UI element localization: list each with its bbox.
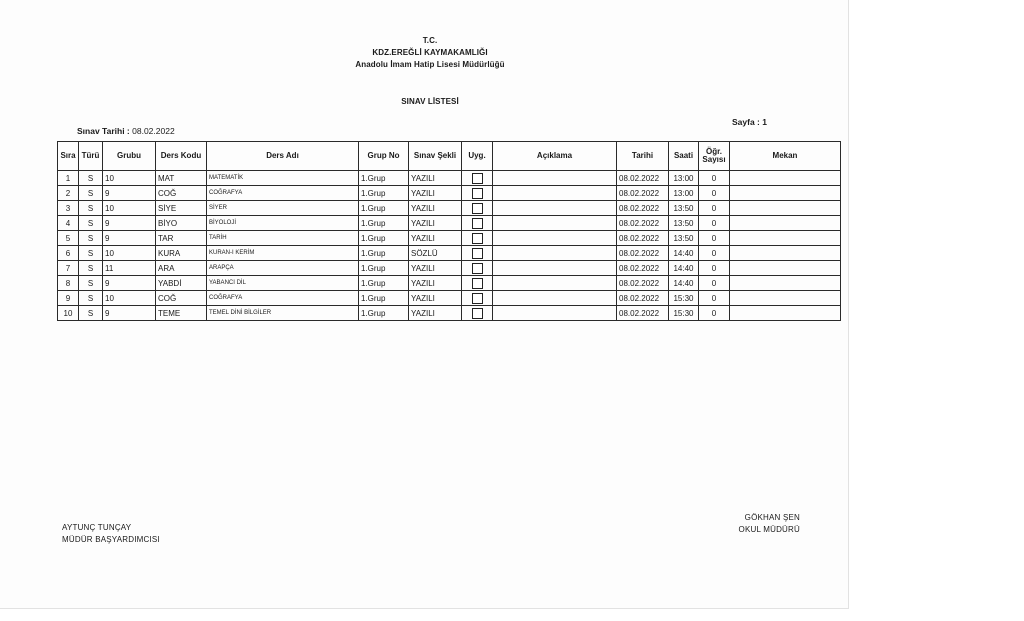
- cell-ogr-sayisi: 0: [699, 216, 730, 231]
- cell-tarihi: 08.02.2022: [617, 291, 669, 306]
- cell-ogr-sayisi: 0: [699, 186, 730, 201]
- cell-uyg: [462, 261, 493, 276]
- cell-tarihi: 08.02.2022: [617, 186, 669, 201]
- cell-sinav-sekli: YAZILI: [409, 216, 462, 231]
- uyg-checkbox[interactable]: [472, 278, 483, 289]
- cell-grup-no: 1.Grup: [359, 186, 409, 201]
- header-kaymakamlik: KDZ.EREĞLİ KAYMAKAMLIĞI: [372, 48, 488, 57]
- cell-mekan: [730, 201, 841, 216]
- cell-sinav-sekli: YAZILI: [409, 201, 462, 216]
- cell-grubu: 10: [103, 291, 156, 306]
- table-row: [58, 246, 841, 261]
- cell-sira: 1: [58, 171, 79, 186]
- cell-turu: S: [79, 231, 103, 246]
- cell-ogr-sayisi: 0: [699, 291, 730, 306]
- cell-ders-kodu: TEME: [156, 306, 207, 321]
- cell-aciklama: [493, 261, 617, 276]
- cell-ders-adi: KURAN-I KERİM: [207, 246, 359, 261]
- cell-tarihi: 08.02.2022: [617, 306, 669, 321]
- cell-grubu: 10: [103, 201, 156, 216]
- cell-turu: S: [79, 171, 103, 186]
- col-grup-no: Grup No: [359, 142, 409, 171]
- cell-aciklama: [493, 186, 617, 201]
- cell-ders-kodu: MAT: [156, 171, 207, 186]
- header-tc: T.C.: [422, 36, 438, 45]
- cell-saati: 13:00: [669, 171, 699, 186]
- signature-left-name: AYTUNÇ TUNÇAY: [62, 523, 132, 532]
- cell-tarihi: 08.02.2022: [617, 276, 669, 291]
- cell-tarihi: 08.02.2022: [617, 246, 669, 261]
- cell-ogr-sayisi: 0: [699, 306, 730, 321]
- uyg-checkbox[interactable]: [472, 203, 483, 214]
- cell-uyg: [462, 171, 493, 186]
- uyg-checkbox[interactable]: [472, 293, 483, 304]
- cell-sira: 9: [58, 291, 79, 306]
- cell-mekan: [730, 171, 841, 186]
- cell-sinav-sekli: YAZILI: [409, 171, 462, 186]
- cell-uyg: [462, 216, 493, 231]
- cell-grup-no: 1.Grup: [359, 306, 409, 321]
- uyg-checkbox[interactable]: [472, 218, 483, 229]
- cell-mekan: [730, 276, 841, 291]
- cell-grup-no: 1.Grup: [359, 201, 409, 216]
- signature-right: [730, 512, 800, 536]
- cell-ogr-sayisi: 0: [699, 201, 730, 216]
- cell-grup-no: 1.Grup: [359, 261, 409, 276]
- cell-aciklama: [493, 306, 617, 321]
- cell-tarihi: 08.02.2022: [617, 261, 669, 276]
- cell-tarihi: 08.02.2022: [617, 216, 669, 231]
- table-row: [58, 276, 841, 291]
- cell-mekan: [730, 216, 841, 231]
- cell-saati: 14:40: [669, 246, 699, 261]
- page-number-label: Sayfa :: [732, 117, 760, 127]
- cell-turu: S: [79, 291, 103, 306]
- cell-sinav-sekli: YAZILI: [409, 291, 462, 306]
- cell-mekan: [730, 246, 841, 261]
- cell-grubu: 9: [103, 231, 156, 246]
- cell-mekan: [730, 306, 841, 321]
- header-school: Anadolu İmam Hatip Lisesi Müdürlüğü: [355, 60, 505, 69]
- cell-aciklama: [493, 231, 617, 246]
- cell-grubu: 9: [103, 216, 156, 231]
- cell-ders-kodu: KURA: [156, 246, 207, 261]
- col-ders-kodu: Ders Kodu: [156, 142, 207, 171]
- signature-right-name: GÖKHAN ŞEN: [744, 513, 800, 522]
- cell-ders-adi: TEMEL DİNİ BİLGİLER: [207, 306, 359, 321]
- cell-ogr-sayisi: 0: [699, 171, 730, 186]
- col-sira: Sıra: [58, 142, 79, 171]
- cell-sira: 6: [58, 246, 79, 261]
- table-row: [58, 186, 841, 201]
- cell-turu: S: [79, 261, 103, 276]
- cell-uyg: [462, 201, 493, 216]
- cell-aciklama: [493, 216, 617, 231]
- cell-grup-no: 1.Grup: [359, 291, 409, 306]
- page-number: [732, 117, 767, 127]
- table-row: [58, 171, 841, 186]
- cell-sinav-sekli: YAZILI: [409, 306, 462, 321]
- cell-grubu: 9: [103, 306, 156, 321]
- uyg-checkbox[interactable]: [472, 173, 483, 184]
- table-header-row: [58, 142, 841, 171]
- cell-grubu: 9: [103, 276, 156, 291]
- cell-uyg: [462, 291, 493, 306]
- cell-uyg: [462, 276, 493, 291]
- cell-uyg: [462, 186, 493, 201]
- cell-turu: S: [79, 306, 103, 321]
- col-grubu: Grubu: [103, 142, 156, 171]
- cell-mekan: [730, 231, 841, 246]
- page-number-value: 1: [762, 117, 767, 127]
- cell-tarihi: 08.02.2022: [617, 201, 669, 216]
- col-uyg: Uyg.: [462, 142, 493, 171]
- col-ders-adi: Ders Adı: [207, 142, 359, 171]
- page-title: SINAV LİSTESİ: [401, 97, 459, 106]
- cell-ders-adi: ARAPÇA: [207, 261, 359, 276]
- cell-aciklama: [493, 201, 617, 216]
- uyg-checkbox[interactable]: [472, 188, 483, 199]
- cell-sira: 10: [58, 306, 79, 321]
- cell-grup-no: 1.Grup: [359, 171, 409, 186]
- cell-turu: S: [79, 246, 103, 261]
- col-ogr-line1: Öğr.: [705, 147, 722, 156]
- col-saati: Saati: [669, 142, 699, 171]
- cell-ogr-sayisi: 0: [699, 246, 730, 261]
- cell-ders-adi: COĞRAFYA: [207, 186, 359, 201]
- cell-ders-kodu: SİYE: [156, 201, 207, 216]
- cell-saati: 13:50: [669, 231, 699, 246]
- uyg-checkbox[interactable]: [472, 263, 483, 274]
- table-row: [58, 201, 841, 216]
- cell-ogr-sayisi: 0: [699, 231, 730, 246]
- cell-ders-adi: MATEMATİK: [207, 171, 359, 186]
- cell-ogr-sayisi: 0: [699, 276, 730, 291]
- cell-sira: 4: [58, 216, 79, 231]
- cell-sira: 7: [58, 261, 79, 276]
- cell-uyg: [462, 306, 493, 321]
- exam-table: [57, 141, 841, 321]
- cell-sinav-sekli: YAZILI: [409, 231, 462, 246]
- signature-left: [62, 522, 160, 546]
- cell-saati: 14:40: [669, 276, 699, 291]
- exam-date: [77, 126, 175, 136]
- col-ogr-sayisi: [699, 142, 730, 171]
- cell-saati: 14:40: [669, 261, 699, 276]
- cell-grup-no: 1.Grup: [359, 231, 409, 246]
- cell-ders-adi: YABANCI DİL: [207, 276, 359, 291]
- cell-aciklama: [493, 246, 617, 261]
- exam-date-label: Sınav Tarihi :: [77, 126, 130, 136]
- cell-grubu: 10: [103, 171, 156, 186]
- cell-turu: S: [79, 201, 103, 216]
- cell-ders-adi: SİYER: [207, 201, 359, 216]
- cell-mekan: [730, 186, 841, 201]
- cell-saati: 13:00: [669, 186, 699, 201]
- col-tarihi: Tarihi: [617, 142, 669, 171]
- table-row: [58, 231, 841, 246]
- cell-sira: 3: [58, 201, 79, 216]
- cell-sira: 8: [58, 276, 79, 291]
- cell-sinav-sekli: YAZILI: [409, 186, 462, 201]
- cell-sinav-sekli: YAZILI: [409, 276, 462, 291]
- uyg-checkbox[interactable]: [472, 233, 483, 244]
- cell-saati: 13:50: [669, 201, 699, 216]
- exam-date-value: 08.02.2022: [132, 126, 175, 136]
- uyg-checkbox[interactable]: [472, 308, 483, 319]
- cell-ders-kodu: BİYO: [156, 216, 207, 231]
- cell-aciklama: [493, 291, 617, 306]
- cell-tarihi: 08.02.2022: [617, 171, 669, 186]
- cell-mekan: [730, 261, 841, 276]
- cell-uyg: [462, 246, 493, 261]
- cell-ders-kodu: YABDİ: [156, 276, 207, 291]
- cell-sira: 5: [58, 231, 79, 246]
- cell-grup-no: 1.Grup: [359, 216, 409, 231]
- cell-ders-adi: COĞRAFYA: [207, 291, 359, 306]
- cell-grubu: 11: [103, 261, 156, 276]
- cell-ders-kodu: ARA: [156, 261, 207, 276]
- table-row: [58, 261, 841, 276]
- cell-sira: 2: [58, 186, 79, 201]
- cell-ders-kodu: COĞ: [156, 186, 207, 201]
- col-sinav-sekli: Sınav Şekli: [409, 142, 462, 171]
- table-row: [58, 291, 841, 306]
- cell-tarihi: 08.02.2022: [617, 231, 669, 246]
- cell-turu: S: [79, 186, 103, 201]
- cell-ders-adi: TARİH: [207, 231, 359, 246]
- col-ogr-line2: Sayısı: [702, 155, 726, 164]
- cell-saati: 15:30: [669, 306, 699, 321]
- cell-aciklama: [493, 276, 617, 291]
- cell-ogr-sayisi: 0: [699, 261, 730, 276]
- table-body: [58, 171, 841, 321]
- cell-grubu: 10: [103, 246, 156, 261]
- table-row: [58, 306, 841, 321]
- cell-grubu: 9: [103, 186, 156, 201]
- cell-ders-adi: BİYOLOJİ: [207, 216, 359, 231]
- cell-turu: S: [79, 276, 103, 291]
- cell-sinav-sekli: SÖZLÜ: [409, 246, 462, 261]
- col-mekan: Mekan: [730, 142, 841, 171]
- cell-saati: 15:30: [669, 291, 699, 306]
- uyg-checkbox[interactable]: [472, 248, 483, 259]
- cell-saati: 13:50: [669, 216, 699, 231]
- cell-uyg: [462, 231, 493, 246]
- cell-mekan: [730, 291, 841, 306]
- signature-left-title: MÜDÜR BAŞYARDIMCISI: [62, 535, 160, 544]
- cell-ders-kodu: COĞ: [156, 291, 207, 306]
- col-aciklama: Açıklama: [493, 142, 617, 171]
- signature-right-title: OKUL MÜDÜRÜ: [738, 525, 800, 534]
- cell-sinav-sekli: YAZILI: [409, 261, 462, 276]
- cell-ders-kodu: TAR: [156, 231, 207, 246]
- cell-grup-no: 1.Grup: [359, 276, 409, 291]
- cell-turu: S: [79, 216, 103, 231]
- cell-grup-no: 1.Grup: [359, 246, 409, 261]
- col-turu: Türü: [79, 142, 103, 171]
- cell-aciklama: [493, 171, 617, 186]
- table-row: [58, 216, 841, 231]
